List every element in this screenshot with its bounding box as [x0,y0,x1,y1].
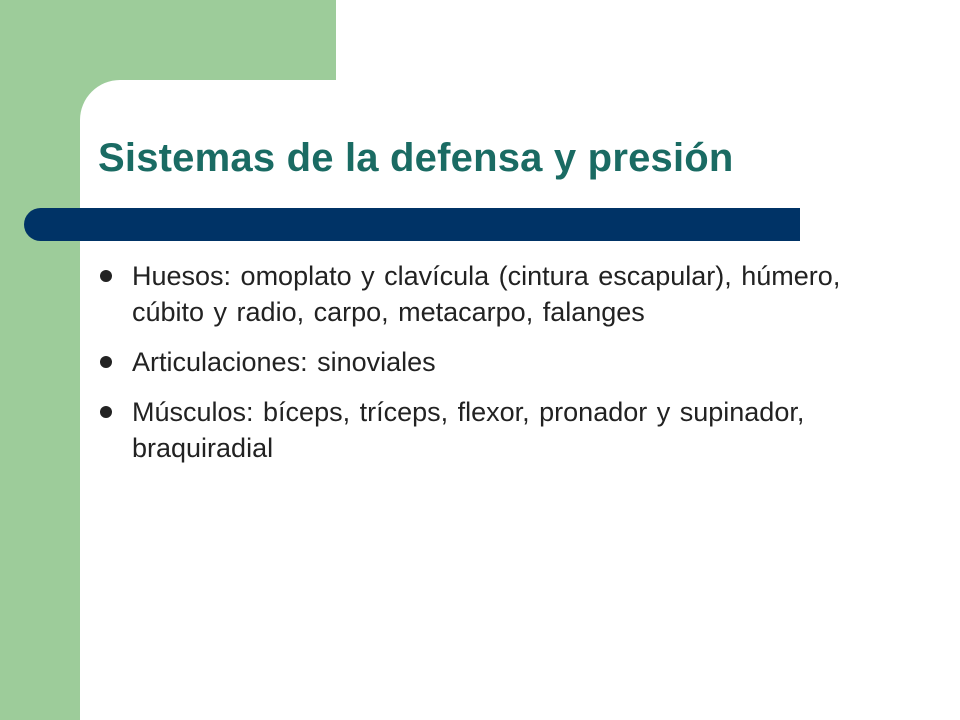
bullet-text: Huesos: omoplato y clavícula (cintura escapular), húmero, cúbito y radio, carpo, metacarpo, falanges [132,261,841,327]
slide-title: Sistemas de la defensa y presión [98,136,734,180]
bullet-text: Músculos: bíceps, tríceps, flexor, pronador y supinador, braquiradial [132,397,805,463]
bullet-list [100,258,860,480]
bullet-dot-icon [100,406,112,418]
bullet-item [100,258,860,330]
decorative-green-band-top [0,0,336,80]
decorative-green-band-left [0,0,80,720]
bullet-item [100,344,860,380]
bullet-text: Articulaciones: sinoviales [132,347,436,377]
decorative-title-bar [24,208,800,241]
bullet-dot-icon [100,270,112,282]
bullet-dot-icon [100,356,112,368]
bullet-item [100,394,860,466]
